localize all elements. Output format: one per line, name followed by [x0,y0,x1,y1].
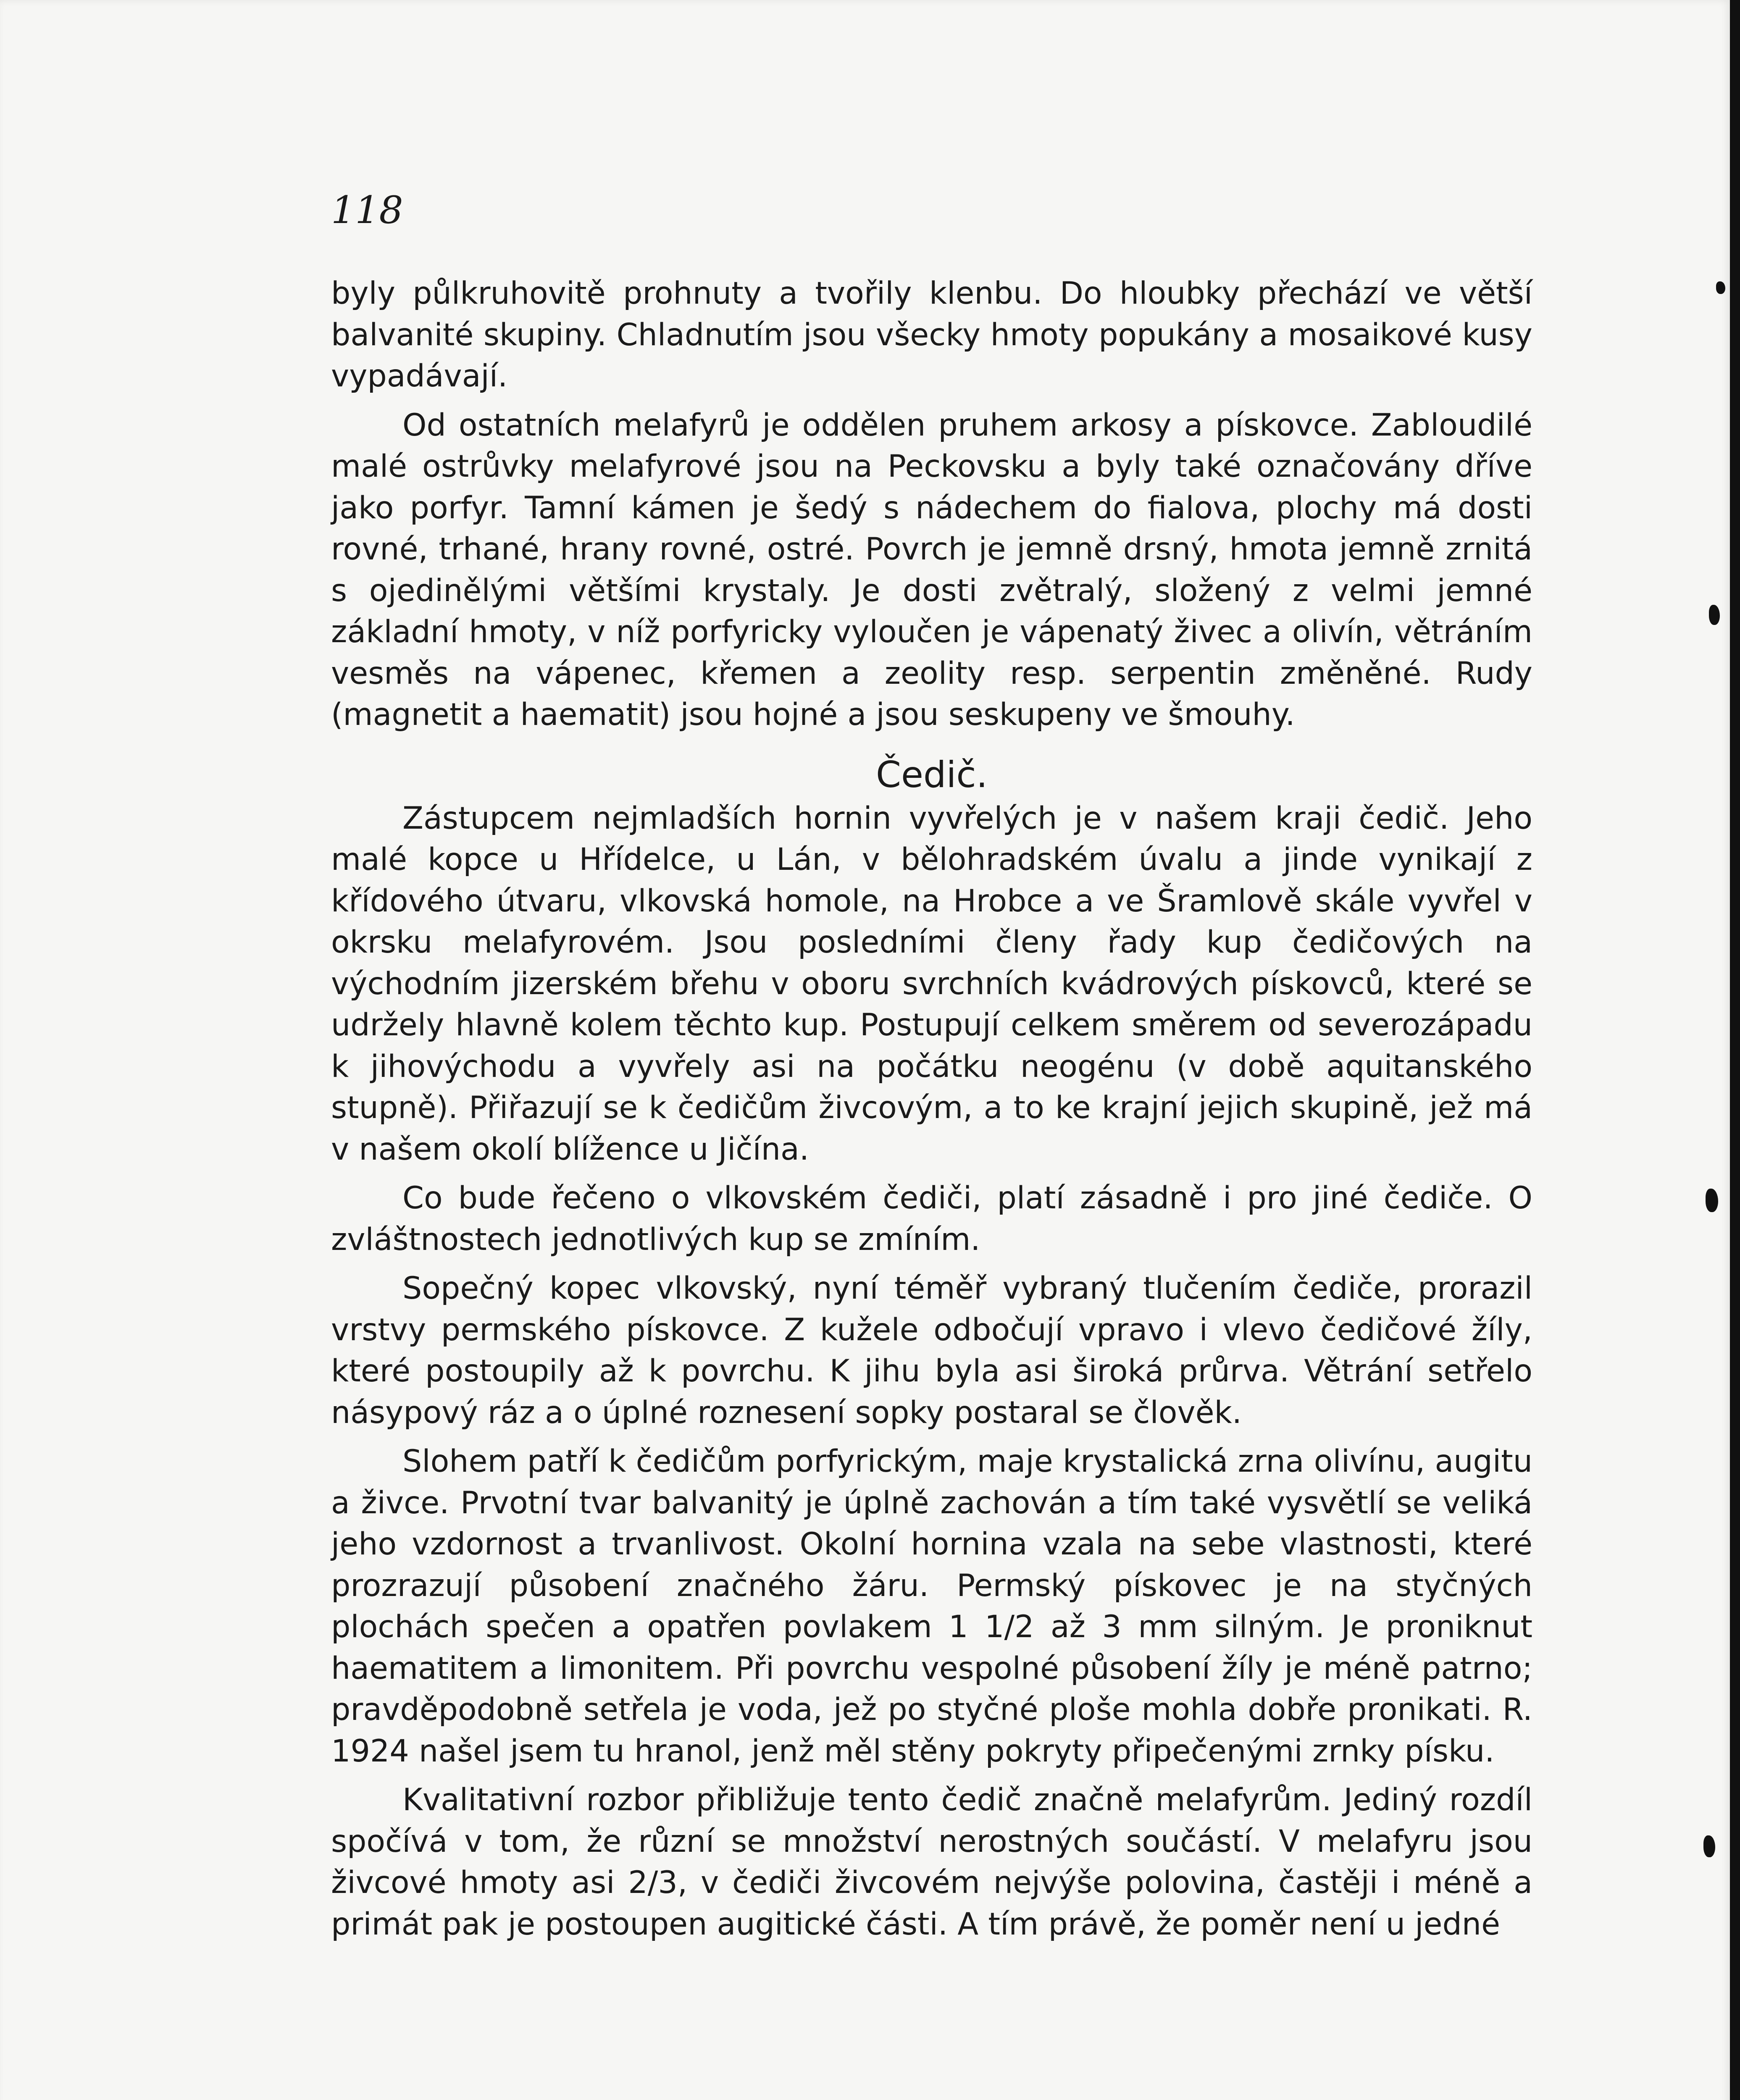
binding-mark [1703,1835,1715,1857]
paragraph: byly půlkruhovitě prohnuty a tvořily klenbu. Do hloubky přechází ve větší balvanité skupiny. Chladnutím jsou všecky hmoty popukány a mosaikové kusy vypadávají. [331,276,1532,394]
section-heading: Čedič. [875,753,988,796]
binding-mark [1706,1189,1718,1212]
paragraph: Kvalitativní rozbor přibližuje tento čedič značně melafyrům. Jediný rozdíl spočívá v tom, že různí se množství nerostných součástí. V melafyru jsou živcové hmoty asi 2/3, v čediči živcovém nejvýše polovina, častěji i méně a primát pak je postoupen augitické části. A tím právě, že poměr není u jedné [331,1782,1532,1942]
paragraph: Slohem patří k čedičům porfyrickým, maje krystalická zrna olivínu, augitu a živce. Prvotní tvar balvanitý je úplně zachován a tím také vysvětlí se veliká jeho vzdornost a trvanlivost. Okolní hornina vzala na sebe vlastnosti, které prozrazují působení značného žáru. Permský pískovec je na styčných plochách spečen a opatřen povlakem 1 1/2 až 3 mm silným. Je proniknut haematitem a limonitem. Při povrchu vespolné působení žíly je méně patrno; pravděpodobně setřela je voda, jež po styčné ploše mohla dobře pronikati. R. 1924 našel jsem tu hranol, jenž měl stěny pokryty připečenými zrnky písku. [331,1444,1532,1769]
binding-mark [1709,605,1720,625]
page-number: 118 [331,188,403,232]
binding-mark [1716,281,1725,294]
paragraph: Sopečný kopec vlkovský, nyní téměř vybraný tlučením čediče, prorazil vrstvy permského pískovce. Z kužele odbočují vpravo i vlevo čedičové žíly, které postoupily až k povrchu. K jihu byla asi široká průrva. Větrání setřelo násypový ráz a o úplné roznesení sopky postaral se člověk. [331,1270,1532,1431]
paragraph: Co bude řečeno o vlkovském čediči, platí zásadně i pro jiné čediče. O zvláštnostech jednotlivých kup se zmíním. [331,1180,1532,1257]
body-text [331,273,1532,1953]
paragraph: Zástupcem nejmladších hornin vyvřelých je v našem kraji čedič. Jeho malé kopce u Hřídelce, u Lán, v bělohradském úvalu a jinde vynikají z křídového útvaru, vlkovská homole, na Hrobce a ve Šramlově skále vyvřel v okrsku melafyrovém. Jsou posledními členy řady kup čedičových na východním jizerském břehu v oboru svrchních kvádrových pískovců, které se udržely hlavně kolem těchto kup. Postupují celkem směrem od severozápadu k jihovýchodu a vyvřely asi na počátku neogénu (v době aquitanského stupně). Přiřazují se k čedičům živcovým, a to ke krajní jejich skupině, jež má v našem okolí blížence u Jičína. [331,800,1532,1167]
scan-edge-right [1730,0,1740,2100]
paragraph: Od ostatních melafyrů je oddělen pruhem arkosy a pískovce. Zabloudilé malé ostrůvky melafyrové jsou na Peckovsku a byly také označovány dříve jako porfyr. Tamní kámen je šedý s nádechem do fialova, plochy má dosti rovné, trhané, hrany rovné, ostré. Povrch je jemně drsný, hmota jemně zrnitá s ojedinělými většími krystaly. Je dosti zvětralý, složený z velmi jemné základní hmoty, v níž porfyricky vyloučen je vápenatý živec a olivín, větráním vesměs na vápenec, křemen a zeolity resp. serpentin změněné. Rudy (magnetit a haematit) jsou hojné a jsou seskupeny ve šmouhy. [331,407,1532,732]
